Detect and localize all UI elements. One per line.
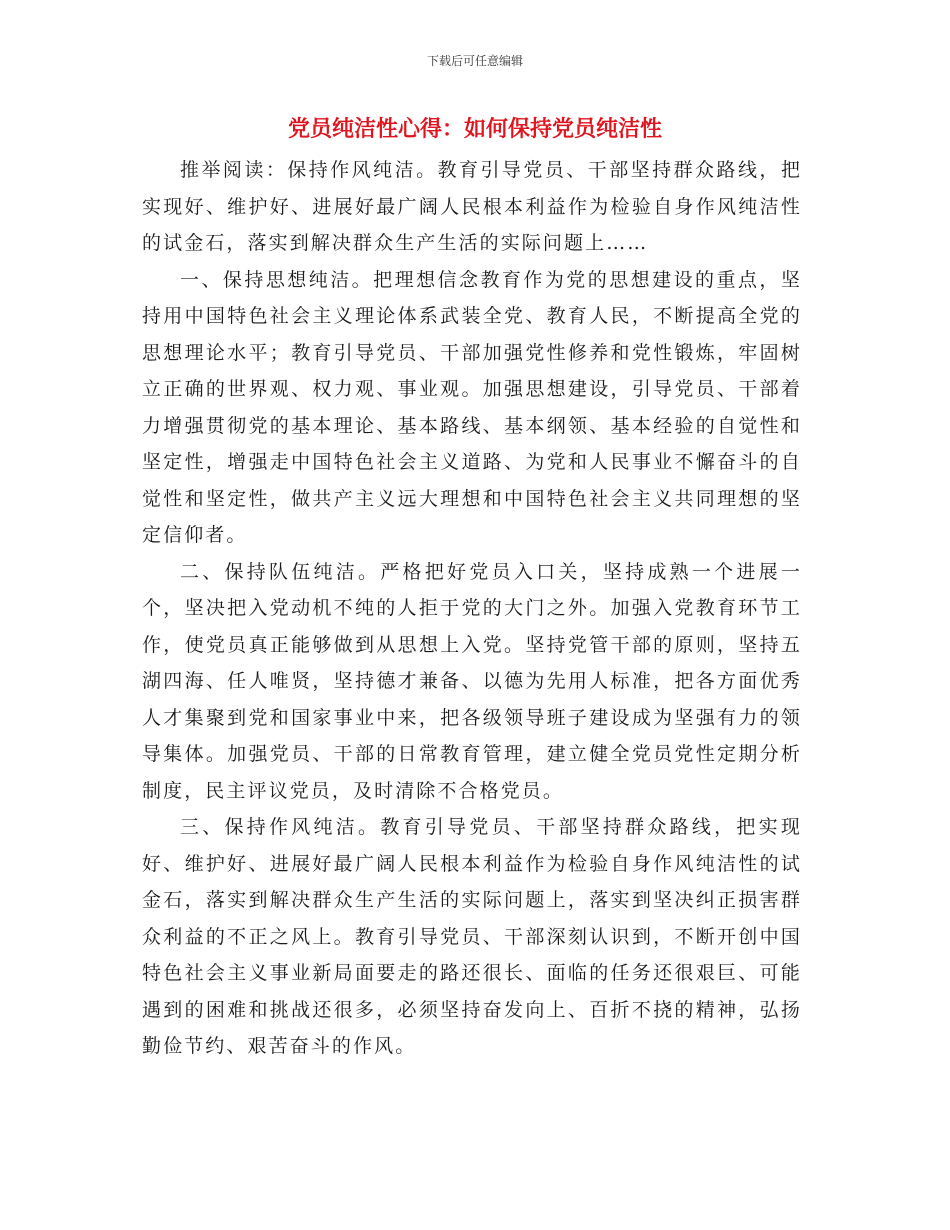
paragraph-style-purity: 三、保持作风纯洁。教育引导党员、干部坚持群众路线，把实现好、维护好、进展好最广阔人民根本利益作为检验自身作风纯洁性的试金石，落实到解决群众生产生活的实际问题上，落实到坚决纠正损害群众利益的不正之风上。教育引导党员、干部深刻认识到，不断开创中国特色社会主义事业新局面要走的路还很长、面临的任务还很艰巨、可能遇到的困难和挑战还很多，必须坚持奋发向上、百折不挠的精神，弘扬勤俭节约、艰苦奋斗的作风。 xyxy=(142,816,802,1057)
paragraph-thought-purity: 一、保持思想纯洁。把理想信念教育作为党的思想建设的重点，坚持用中国特色社会主义理论体系武装全党、教育人民，不断提高全党的思想理论水平；教育引导党员、干部加强党性修养和党性锻炼，牢固树立正确的世界观、权力观、事业观。加强思想建设，引导党员、干部着力增强贯彻党的基本理论、基本路线、基本纲领、基本经验的自觉性和坚定性，增强走中国特色社会主义道路、为党和人民事业不懈奋斗的自觉性和坚定性，做共产主义远大理想和中国特色社会主义共同理想的坚定信仰者。 xyxy=(142,268,802,546)
header-note: 下载后可任意编辑 xyxy=(426,54,523,68)
document-body xyxy=(142,152,802,1065)
document-title: 党员纯洁性心得：如何保持党员纯洁性 xyxy=(287,117,662,142)
paragraph-team-purity: 二、保持队伍纯洁。严格把好党员入口关，坚持成熟一个进展一个，坚决把入党动机不纯的人拒于党的大门之外。加强入党教育环节工作，使党员真正能够做到从思想上入党。坚持党管干部的原则，坚持五湖四海、任人唯贤，坚持德才兼备、以德为先用人标准，把各方面优秀人才集聚到党和国家事业中来，把各级领导班子建设成为坚强有力的领导集体。加强党员、干部的日常教育管理，建立健全党员党性定期分析制度，民主评议党员，及时清除不合格党员。 xyxy=(142,560,802,802)
paragraph-intro: 推举阅读：保持作风纯洁。教育引导党员、干部坚持群众路线，把实现好、维护好、进展好最广阔人民根本利益作为检验自身作风纯洁性的试金石，落实到解决群众生产生活的实际问题上…… xyxy=(142,159,802,254)
